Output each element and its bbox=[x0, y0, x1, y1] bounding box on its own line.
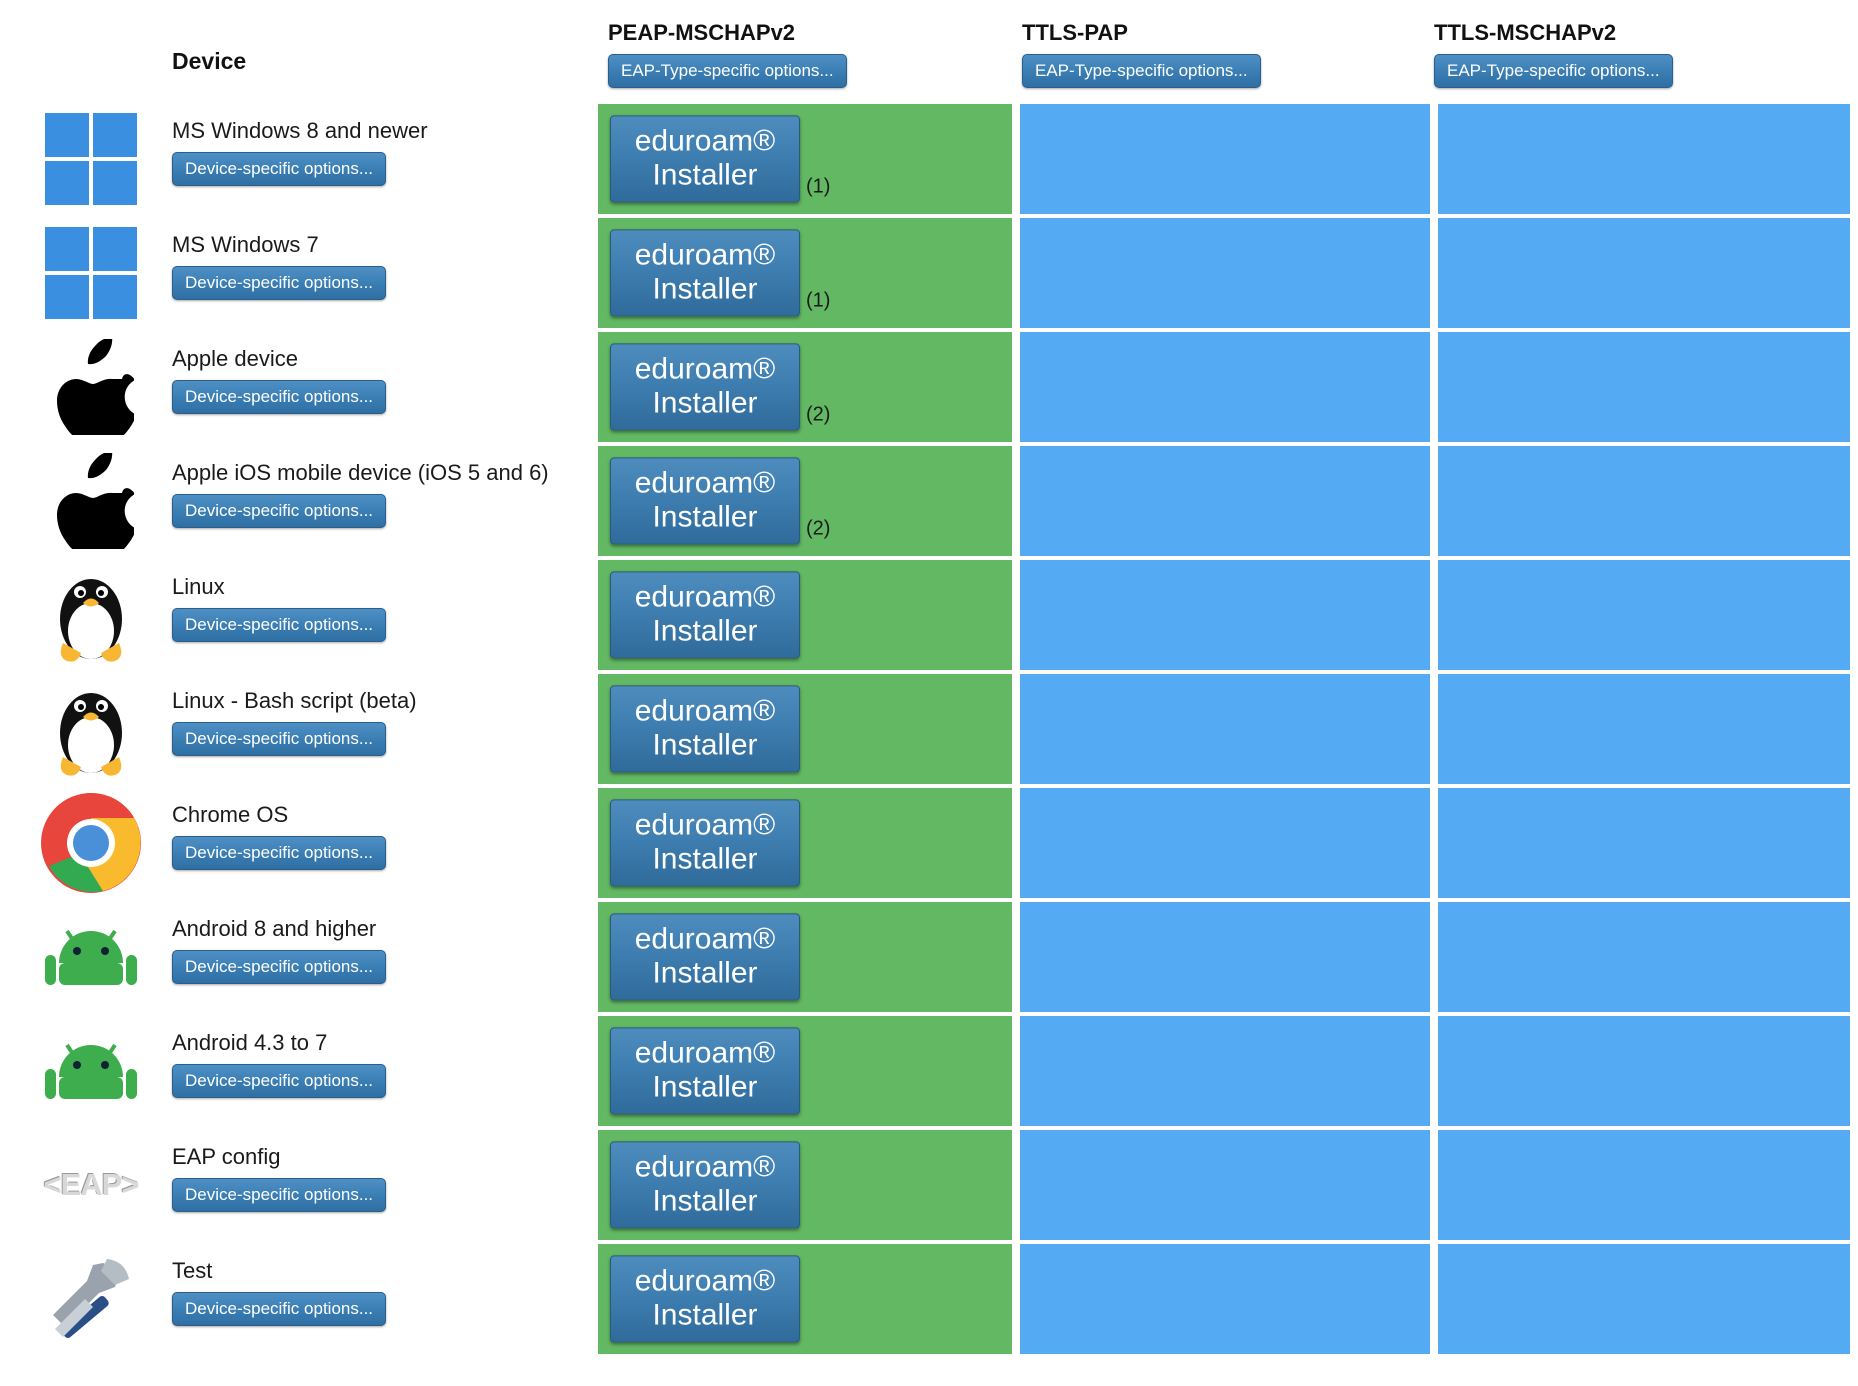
installer-footnote: (2) bbox=[806, 403, 831, 426]
cell-peap-mschapv2 bbox=[598, 788, 1016, 898]
cell-ttls-mschapv2[interactable] bbox=[1438, 218, 1850, 328]
eduroam-installer-button-peap-mschapv2[interactable] bbox=[610, 1141, 800, 1228]
device-icon bbox=[38, 106, 144, 212]
device-icon bbox=[38, 676, 144, 782]
android-icon bbox=[43, 1033, 139, 1109]
table-row bbox=[0, 104, 1858, 218]
cell-peap-mschapv2 bbox=[598, 674, 1016, 784]
table-row bbox=[0, 560, 1858, 674]
cell-peap-mschapv2 bbox=[598, 218, 1016, 328]
device-info bbox=[172, 1030, 582, 1098]
cell-ttls-pap[interactable] bbox=[1020, 104, 1434, 214]
cell-ttls-mschapv2[interactable] bbox=[1438, 446, 1850, 556]
installer-line-2: Installer bbox=[652, 158, 758, 191]
installer-line-1: eduroam® bbox=[634, 1150, 776, 1184]
device-icon bbox=[38, 790, 144, 896]
cell-ttls-mschapv2[interactable] bbox=[1438, 674, 1850, 784]
installer-wrap-peap bbox=[610, 1027, 800, 1114]
device-options-button[interactable]: Device-specific options... bbox=[172, 1178, 386, 1212]
eduroam-installer-button-peap-mschapv2[interactable] bbox=[610, 571, 800, 658]
cell-ttls-mschapv2[interactable] bbox=[1438, 332, 1850, 442]
eduroam-installer-button-peap-mschapv2[interactable] bbox=[610, 1027, 800, 1114]
table-row bbox=[0, 788, 1858, 902]
table-row bbox=[0, 218, 1858, 332]
apple-icon bbox=[48, 453, 134, 549]
device-options-button[interactable]: Device-specific options... bbox=[172, 950, 386, 984]
installer-line-2: Installer bbox=[652, 728, 758, 761]
device-cell bbox=[0, 560, 590, 670]
device-icon bbox=[38, 334, 144, 440]
eap-options-button-ttls-pap[interactable]: EAP-Type-specific options... bbox=[1022, 54, 1261, 88]
device-name: Chrome OS bbox=[172, 802, 289, 827]
installer-line-2: Installer bbox=[652, 1070, 758, 1103]
cell-peap-mschapv2 bbox=[598, 1016, 1016, 1126]
device-name: Android 8 and higher bbox=[172, 916, 377, 941]
device-info bbox=[172, 916, 582, 984]
device-info bbox=[172, 802, 582, 870]
cell-peap-mschapv2 bbox=[598, 446, 1016, 556]
device-info bbox=[172, 574, 582, 642]
installer-wrap-peap bbox=[610, 685, 800, 772]
device-cell bbox=[0, 1244, 590, 1354]
device-info bbox=[172, 118, 582, 186]
cell-ttls-mschapv2[interactable] bbox=[1438, 1244, 1850, 1354]
linux-tux-icon bbox=[47, 565, 135, 665]
installer-line-2: Installer bbox=[652, 956, 758, 989]
cell-ttls-pap[interactable] bbox=[1020, 560, 1434, 670]
eap-config-icon: <EAP> bbox=[43, 1167, 139, 1202]
cell-ttls-pap[interactable] bbox=[1020, 332, 1434, 442]
installer-wrap-peap bbox=[610, 913, 800, 1000]
device-info bbox=[172, 232, 582, 300]
installer-line-1: eduroam® bbox=[634, 124, 776, 158]
installer-line-1: eduroam® bbox=[634, 808, 776, 842]
cell-ttls-mschapv2[interactable] bbox=[1438, 1130, 1850, 1240]
cell-ttls-mschapv2[interactable] bbox=[1438, 788, 1850, 898]
device-cell bbox=[0, 788, 590, 898]
column-title-ttls-mschapv2: TTLS-MSCHAPv2 bbox=[1434, 20, 1617, 45]
device-cell bbox=[0, 218, 590, 328]
eduroam-installer-button-peap-mschapv2[interactable] bbox=[610, 685, 800, 772]
device-name: Linux bbox=[172, 574, 225, 599]
device-icon bbox=[38, 1132, 144, 1238]
installer-line-1: eduroam® bbox=[634, 352, 776, 386]
installer-footnote: (1) bbox=[806, 289, 831, 312]
device-name: Apple iOS mobile device (iOS 5 and 6) bbox=[172, 460, 549, 485]
device-name: EAP config bbox=[172, 1144, 281, 1169]
installer-wrap-peap bbox=[610, 229, 830, 316]
installer-line-1: eduroam® bbox=[634, 466, 776, 500]
device-info bbox=[172, 688, 582, 756]
installer-wrap-peap bbox=[610, 457, 830, 544]
eduroam-installer-button-peap-mschapv2[interactable] bbox=[610, 229, 800, 316]
device-options-button[interactable]: Device-specific options... bbox=[172, 722, 386, 756]
installer-wrap-peap bbox=[610, 343, 830, 430]
cell-ttls-pap[interactable] bbox=[1020, 218, 1434, 328]
device-column-header: Device bbox=[172, 48, 247, 74]
apple-icon bbox=[48, 339, 134, 435]
column-header-ttls-pap bbox=[1022, 20, 1261, 88]
installer-line-2: Installer bbox=[652, 272, 758, 305]
installer-wrap-peap bbox=[610, 799, 800, 886]
device-cell bbox=[0, 674, 590, 784]
installer-wrap-peap bbox=[610, 115, 830, 202]
device-icon bbox=[38, 1246, 144, 1352]
installer-wrap-peap bbox=[610, 571, 800, 658]
table-row bbox=[0, 1244, 1858, 1358]
device-options-button[interactable]: Device-specific options... bbox=[172, 266, 386, 300]
installer-line-1: eduroam® bbox=[634, 238, 776, 272]
cell-ttls-pap[interactable] bbox=[1020, 1130, 1434, 1240]
device-options-button[interactable]: Device-specific options... bbox=[172, 1292, 386, 1326]
device-info bbox=[172, 1258, 582, 1326]
device-options-button[interactable]: Device-specific options... bbox=[172, 152, 386, 186]
cell-ttls-pap[interactable] bbox=[1020, 788, 1434, 898]
device-options-button[interactable]: Device-specific options... bbox=[172, 380, 386, 414]
device-icon bbox=[38, 448, 144, 554]
device-name: MS Windows 7 bbox=[172, 232, 319, 257]
table-row bbox=[0, 902, 1858, 1016]
cell-peap-mschapv2 bbox=[598, 104, 1016, 214]
eduroam-installer-button-peap-mschapv2[interactable] bbox=[610, 799, 800, 886]
device-cell bbox=[0, 1130, 590, 1240]
installer-line-1: eduroam® bbox=[634, 580, 776, 614]
device-cell bbox=[0, 902, 590, 1012]
device-cell bbox=[0, 104, 590, 214]
device-name: Linux - Bash script (beta) bbox=[172, 688, 417, 713]
cell-peap-mschapv2 bbox=[598, 332, 1016, 442]
installer-line-1: eduroam® bbox=[634, 1036, 776, 1070]
cell-peap-mschapv2 bbox=[598, 1244, 1016, 1354]
cell-ttls-mschapv2[interactable] bbox=[1438, 560, 1850, 670]
cell-ttls-pap[interactable] bbox=[1020, 446, 1434, 556]
column-header-peap-mschapv2 bbox=[608, 20, 847, 88]
table-row bbox=[0, 1016, 1858, 1130]
cell-ttls-pap[interactable] bbox=[1020, 1244, 1434, 1354]
device-name: MS Windows 8 and newer bbox=[172, 118, 428, 143]
device-options-button[interactable]: Device-specific options... bbox=[172, 836, 386, 870]
eduroam-installer-button-peap-mschapv2[interactable] bbox=[610, 913, 800, 1000]
installer-line-2: Installer bbox=[652, 614, 758, 647]
device-info bbox=[172, 460, 582, 528]
column-title-peap-mschapv2: PEAP-MSCHAPv2 bbox=[608, 20, 796, 45]
matrix-header-row bbox=[0, 0, 1858, 100]
eduroam-installer-button-peap-mschapv2[interactable] bbox=[610, 115, 800, 202]
eduroam-installer-button-peap-mschapv2[interactable] bbox=[610, 343, 800, 430]
device-info bbox=[172, 346, 582, 414]
installer-line-1: eduroam® bbox=[634, 922, 776, 956]
installer-line-2: Installer bbox=[652, 842, 758, 875]
linux-tux-icon bbox=[47, 679, 135, 779]
cell-ttls-pap[interactable] bbox=[1020, 1016, 1434, 1126]
chrome-icon bbox=[39, 791, 143, 895]
installer-line-2: Installer bbox=[652, 386, 758, 419]
table-row bbox=[0, 332, 1858, 446]
eduroam-installer-button-peap-mschapv2[interactable] bbox=[610, 457, 800, 544]
table-row bbox=[0, 1130, 1858, 1244]
device-icon bbox=[38, 220, 144, 326]
windows-icon bbox=[45, 227, 137, 319]
cell-peap-mschapv2 bbox=[598, 1130, 1016, 1240]
installer-wrap-peap bbox=[610, 1141, 800, 1228]
installer-line-1: eduroam® bbox=[634, 694, 776, 728]
android-icon bbox=[43, 919, 139, 995]
column-header-ttls-mschapv2 bbox=[1434, 20, 1673, 88]
installer-footnote: (2) bbox=[806, 517, 831, 540]
tools-icon bbox=[43, 1253, 139, 1345]
cell-ttls-pap[interactable] bbox=[1020, 902, 1434, 1012]
table-row bbox=[0, 446, 1858, 560]
table-row bbox=[0, 674, 1858, 788]
device-cell bbox=[0, 446, 590, 556]
installer-line-1: eduroam® bbox=[634, 1264, 776, 1298]
device-info bbox=[172, 1144, 582, 1212]
windows-icon bbox=[45, 113, 137, 205]
installer-line-2: Installer bbox=[652, 1184, 758, 1217]
device-cell bbox=[0, 332, 590, 442]
cell-ttls-pap[interactable] bbox=[1020, 674, 1434, 784]
cell-ttls-mschapv2[interactable] bbox=[1438, 902, 1850, 1012]
installer-line-2: Installer bbox=[652, 1298, 758, 1331]
device-name: Test bbox=[172, 1258, 213, 1283]
installer-footnote: (1) bbox=[806, 175, 831, 198]
matrix-rows bbox=[0, 104, 1858, 1358]
device-options-button[interactable]: Device-specific options... bbox=[172, 494, 386, 528]
installer-line-2: Installer bbox=[652, 500, 758, 533]
device-options-button[interactable]: Device-specific options... bbox=[172, 608, 386, 642]
device-cell bbox=[0, 1016, 590, 1126]
eap-options-button-ttls-mschapv2[interactable]: EAP-Type-specific options... bbox=[1434, 54, 1673, 88]
device-name: Apple device bbox=[172, 346, 298, 371]
device-name: Android 4.3 to 7 bbox=[172, 1030, 328, 1055]
column-title-ttls-pap: TTLS-PAP bbox=[1022, 20, 1128, 45]
device-icon bbox=[38, 904, 144, 1010]
device-icon bbox=[38, 562, 144, 668]
cell-peap-mschapv2 bbox=[598, 560, 1016, 670]
cell-ttls-mschapv2[interactable] bbox=[1438, 104, 1850, 214]
installer-wrap-peap bbox=[610, 1255, 800, 1342]
eduroam-installer-button-peap-mschapv2[interactable] bbox=[610, 1255, 800, 1342]
device-icon bbox=[38, 1018, 144, 1124]
eap-options-button-peap-mschapv2[interactable]: EAP-Type-specific options... bbox=[608, 54, 847, 88]
device-options-button[interactable]: Device-specific options... bbox=[172, 1064, 386, 1098]
cell-peap-mschapv2 bbox=[598, 902, 1016, 1012]
cell-ttls-mschapv2[interactable] bbox=[1438, 1016, 1850, 1126]
